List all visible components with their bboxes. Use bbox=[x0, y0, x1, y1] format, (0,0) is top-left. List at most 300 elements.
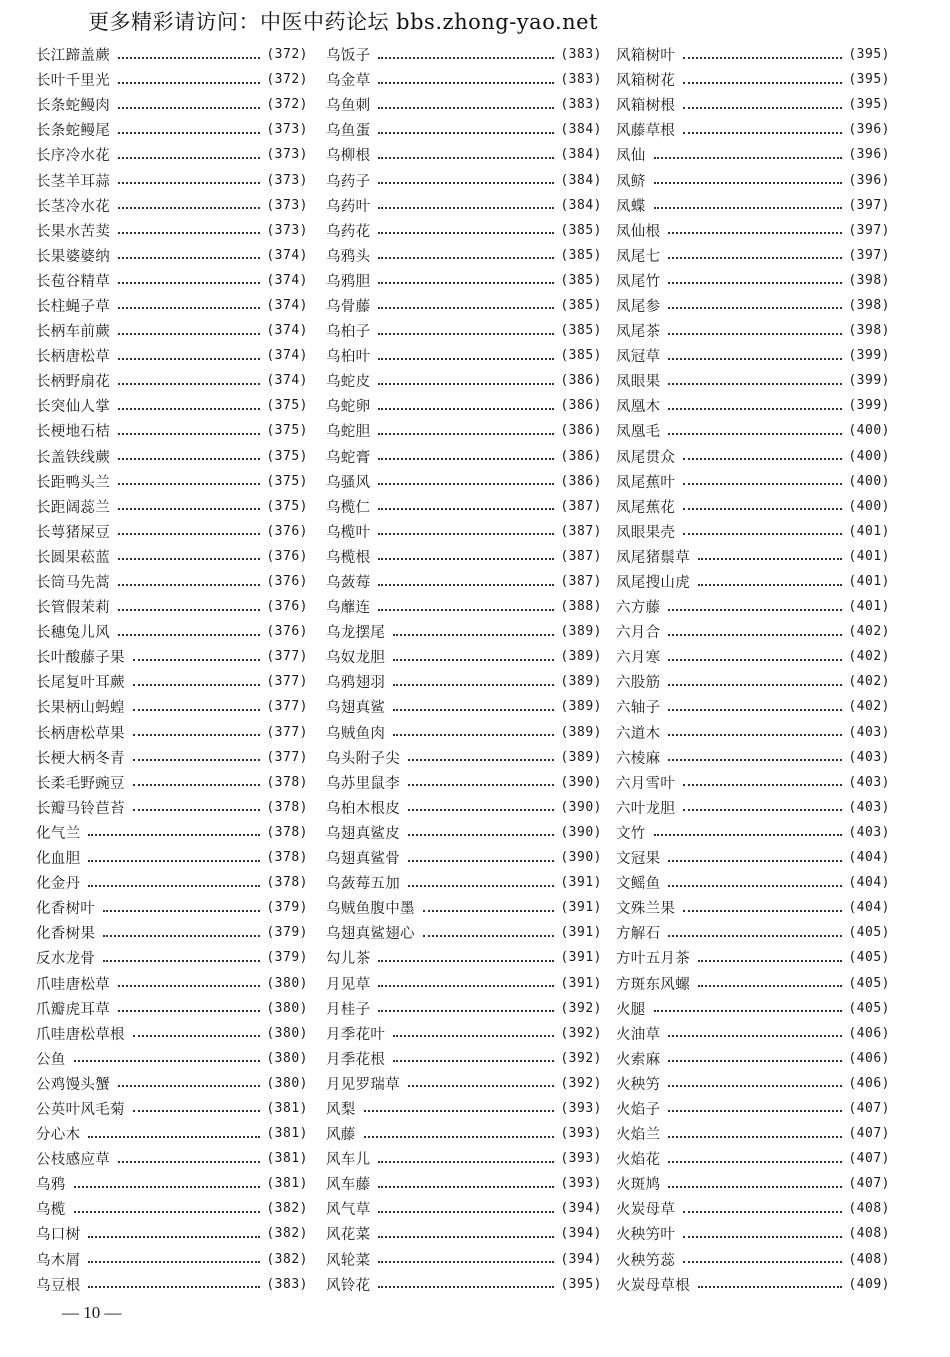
entry-page-number: (374) bbox=[266, 348, 308, 364]
entry-name: 乌蛇皮 bbox=[326, 374, 371, 391]
index-entry bbox=[616, 644, 890, 669]
dot-leader bbox=[118, 182, 260, 184]
entry-name: 长筒马先蒿 bbox=[36, 575, 110, 592]
index-entry bbox=[616, 444, 890, 469]
entry-page-number: (386) bbox=[560, 373, 602, 389]
dot-leader bbox=[88, 860, 260, 862]
dot-leader bbox=[364, 1136, 555, 1138]
index-entry bbox=[36, 594, 308, 619]
entry-page-number: (391) bbox=[560, 950, 602, 966]
entry-page-number: (396) bbox=[848, 172, 890, 188]
dot-leader bbox=[378, 107, 554, 109]
entry-name: 公鱼 bbox=[36, 1051, 66, 1068]
entry-page-number: (399) bbox=[848, 373, 890, 389]
entry-name: 凤尾搜山虎 bbox=[616, 575, 690, 592]
entry-page-number: (382) bbox=[266, 1251, 308, 1267]
entry-name: 化香树叶 bbox=[36, 901, 96, 918]
index-entry bbox=[616, 669, 890, 694]
entry-page-number: (407) bbox=[848, 1100, 890, 1116]
dot-leader bbox=[118, 433, 260, 435]
dot-leader bbox=[683, 784, 842, 786]
entry-page-number: (402) bbox=[848, 674, 890, 690]
entry-name: 凤尾参 bbox=[616, 298, 661, 315]
entry-name: 火焰子 bbox=[616, 1101, 661, 1118]
entry-page-number: (377) bbox=[266, 674, 308, 690]
index-entry bbox=[326, 117, 602, 142]
entry-name: 长茎羊耳蒜 bbox=[36, 173, 110, 190]
dot-leader bbox=[133, 709, 261, 711]
entry-name: 六叶龙胆 bbox=[616, 800, 676, 817]
entry-page-number: (407) bbox=[848, 1176, 890, 1192]
entry-name: 月季花根 bbox=[326, 1051, 386, 1068]
dot-leader bbox=[668, 935, 842, 937]
entry-name: 火焰花 bbox=[616, 1152, 661, 1169]
dot-leader bbox=[654, 157, 843, 159]
index-entry bbox=[616, 167, 890, 192]
index-entry bbox=[326, 1046, 602, 1071]
entry-page-number: (378) bbox=[266, 875, 308, 891]
index-entry bbox=[616, 368, 890, 393]
dot-leader bbox=[698, 1286, 842, 1288]
entry-name: 火秧竻蕊 bbox=[616, 1252, 676, 1269]
index-entry bbox=[36, 368, 308, 393]
entry-page-number: (405) bbox=[848, 950, 890, 966]
entry-page-number: (405) bbox=[848, 1000, 890, 1016]
entry-name: 月季花叶 bbox=[326, 1026, 386, 1043]
entry-page-number: (392) bbox=[560, 1025, 602, 1041]
entry-name: 文冠果 bbox=[616, 851, 661, 868]
dot-leader bbox=[668, 232, 842, 234]
dot-leader bbox=[118, 82, 260, 84]
index-entry bbox=[326, 820, 602, 845]
dot-leader bbox=[393, 734, 554, 736]
entry-name: 六月雪叶 bbox=[616, 775, 676, 792]
entry-name: 六方藤 bbox=[616, 600, 661, 617]
entry-name: 文竹 bbox=[616, 825, 646, 842]
entry-page-number: (374) bbox=[266, 297, 308, 313]
index-entry bbox=[326, 694, 602, 719]
entry-page-number: (393) bbox=[560, 1100, 602, 1116]
dot-leader bbox=[378, 232, 554, 234]
dot-leader bbox=[408, 885, 554, 887]
index-entry bbox=[36, 193, 308, 218]
index-entry bbox=[36, 1171, 308, 1196]
entry-name: 化香树果 bbox=[36, 926, 96, 943]
index-entry bbox=[616, 92, 890, 117]
dot-leader bbox=[378, 1010, 554, 1012]
entry-name: 火炭母草 bbox=[616, 1202, 676, 1219]
dot-leader bbox=[378, 82, 554, 84]
index-entry bbox=[36, 895, 308, 920]
entry-name: 方斑东风螺 bbox=[616, 976, 690, 993]
dot-leader bbox=[668, 609, 842, 611]
index-entry bbox=[36, 970, 308, 995]
dot-leader bbox=[654, 182, 843, 184]
dot-leader bbox=[118, 609, 260, 611]
dot-leader bbox=[118, 132, 260, 134]
dot-leader bbox=[133, 1035, 261, 1037]
index-entry bbox=[616, 142, 890, 167]
index-entry bbox=[36, 619, 308, 644]
entry-name: 乌翅真鲨皮 bbox=[326, 825, 400, 842]
entry-page-number: (374) bbox=[266, 373, 308, 389]
dot-leader bbox=[378, 282, 554, 284]
index-entry bbox=[326, 167, 602, 192]
index-entry bbox=[616, 67, 890, 92]
index-entry bbox=[616, 1247, 890, 1272]
dot-leader bbox=[393, 709, 554, 711]
entry-name: 长柄野扇花 bbox=[36, 374, 110, 391]
entry-name: 月见草 bbox=[326, 976, 371, 993]
entry-page-number: (406) bbox=[848, 1050, 890, 1066]
dot-leader bbox=[668, 634, 842, 636]
index-entry bbox=[616, 970, 890, 995]
dot-leader bbox=[118, 985, 260, 987]
index-entry bbox=[36, 795, 308, 820]
dot-leader bbox=[378, 1261, 554, 1263]
entry-page-number: (385) bbox=[560, 323, 602, 339]
entry-page-number: (382) bbox=[266, 1201, 308, 1217]
index-entry bbox=[616, 318, 890, 343]
entry-name: 乌药子 bbox=[326, 173, 371, 190]
entry-name: 乌龙摆尾 bbox=[326, 625, 386, 642]
entry-page-number: (380) bbox=[266, 1000, 308, 1016]
index-entry bbox=[36, 1021, 308, 1046]
entry-name: 火秧竻叶 bbox=[616, 1227, 676, 1244]
entry-name: 凤尾猪鬃草 bbox=[616, 549, 690, 566]
entry-name: 风箱树根 bbox=[616, 98, 676, 115]
entry-page-number: (402) bbox=[848, 624, 890, 640]
entry-page-number: (395) bbox=[848, 97, 890, 113]
index-entry bbox=[326, 193, 602, 218]
entry-name: 长叶酸藤子果 bbox=[36, 650, 125, 667]
entry-name: 六道木 bbox=[616, 725, 661, 742]
entry-name: 公鸡馒头蟹 bbox=[36, 1076, 110, 1093]
index-entry bbox=[36, 519, 308, 544]
index-entry bbox=[36, 996, 308, 1021]
index-entry bbox=[326, 1196, 602, 1221]
entry-page-number: (386) bbox=[560, 398, 602, 414]
entry-page-number: (393) bbox=[560, 1151, 602, 1167]
entry-page-number: (389) bbox=[560, 749, 602, 765]
index-entry bbox=[616, 42, 890, 67]
dot-leader bbox=[668, 659, 842, 661]
dot-leader bbox=[118, 634, 260, 636]
entry-page-number: (385) bbox=[560, 297, 602, 313]
dot-leader bbox=[668, 1110, 842, 1112]
entry-name: 凤凰毛 bbox=[616, 424, 661, 441]
entry-page-number: (397) bbox=[848, 197, 890, 213]
dot-leader bbox=[103, 960, 260, 962]
entry-page-number: (386) bbox=[560, 448, 602, 464]
entry-page-number: (376) bbox=[266, 548, 308, 564]
index-entry bbox=[616, 569, 890, 594]
dot-leader bbox=[74, 1060, 261, 1062]
entry-page-number: (389) bbox=[560, 724, 602, 740]
index-entry bbox=[36, 1071, 308, 1096]
dot-leader bbox=[683, 809, 842, 811]
dot-leader bbox=[74, 1186, 261, 1188]
entry-page-number: (394) bbox=[560, 1201, 602, 1217]
dot-leader bbox=[118, 257, 260, 259]
entry-name: 长茎冷水花 bbox=[36, 198, 110, 215]
dot-leader bbox=[378, 609, 554, 611]
entry-page-number: (389) bbox=[560, 699, 602, 715]
index-entry bbox=[326, 1146, 602, 1171]
entry-name: 六月合 bbox=[616, 625, 661, 642]
dot-leader bbox=[88, 834, 260, 836]
entry-page-number: (384) bbox=[560, 197, 602, 213]
entry-name: 长盖铁线蕨 bbox=[36, 449, 110, 466]
index-entry bbox=[36, 1046, 308, 1071]
index-entry bbox=[36, 669, 308, 694]
dot-leader bbox=[408, 809, 554, 811]
entry-page-number: (404) bbox=[848, 900, 890, 916]
index-entry bbox=[616, 594, 890, 619]
index-entry bbox=[36, 418, 308, 443]
dot-leader bbox=[393, 634, 554, 636]
index-entry bbox=[36, 444, 308, 469]
entry-name: 乌奴龙胆 bbox=[326, 650, 386, 667]
index-entry bbox=[36, 720, 308, 745]
entry-name: 乌鸦胆 bbox=[326, 273, 371, 290]
dot-leader bbox=[668, 1136, 842, 1138]
entry-page-number: (393) bbox=[560, 1176, 602, 1192]
entry-page-number: (406) bbox=[848, 1025, 890, 1041]
entry-page-number: (404) bbox=[848, 850, 890, 866]
entry-page-number: (387) bbox=[560, 548, 602, 564]
entry-name: 风车藤 bbox=[326, 1177, 371, 1194]
entry-name: 乌药花 bbox=[326, 223, 371, 240]
index-entry bbox=[616, 243, 890, 268]
entry-page-number: (390) bbox=[560, 799, 602, 815]
dot-leader bbox=[393, 684, 554, 686]
index-entry bbox=[36, 1096, 308, 1121]
dot-leader bbox=[118, 408, 260, 410]
index-entry bbox=[616, 469, 890, 494]
index-entry bbox=[616, 720, 890, 745]
dot-leader bbox=[88, 1236, 260, 1238]
entry-page-number: (403) bbox=[848, 774, 890, 790]
index-entry bbox=[36, 1221, 308, 1246]
entry-name: 乌翅真鲨骨 bbox=[326, 851, 400, 868]
dot-leader bbox=[408, 1085, 554, 1087]
entry-name: 六轴子 bbox=[616, 700, 661, 717]
dot-leader bbox=[74, 1211, 261, 1213]
entry-name: 乌鱼刺 bbox=[326, 98, 371, 115]
index-entry bbox=[616, 193, 890, 218]
entry-name: 乌榄叶 bbox=[326, 524, 371, 541]
dot-leader bbox=[668, 1060, 842, 1062]
entry-name: 化血胆 bbox=[36, 851, 81, 868]
entry-page-number: (400) bbox=[848, 423, 890, 439]
entry-name: 方叶五月茶 bbox=[616, 951, 690, 968]
entry-page-number: (401) bbox=[848, 548, 890, 564]
entry-page-number: (381) bbox=[266, 1126, 308, 1142]
entry-page-number: (398) bbox=[848, 323, 890, 339]
dot-leader bbox=[698, 985, 842, 987]
index-entry bbox=[616, 1071, 890, 1096]
index-entry bbox=[326, 970, 602, 995]
entry-name: 公枝感应草 bbox=[36, 1152, 110, 1169]
entry-name: 凤尾蕉叶 bbox=[616, 474, 676, 491]
entry-name: 长梗地石桔 bbox=[36, 424, 110, 441]
dot-leader bbox=[668, 1186, 842, 1188]
entry-page-number: (376) bbox=[266, 574, 308, 590]
entry-name: 乌口树 bbox=[36, 1227, 81, 1244]
dot-leader bbox=[378, 207, 554, 209]
entry-page-number: (402) bbox=[848, 649, 890, 665]
index-entry bbox=[326, 569, 602, 594]
entry-name: 月桂子 bbox=[326, 1001, 371, 1018]
index-entry bbox=[616, 770, 890, 795]
entry-name: 乌蛇膏 bbox=[326, 449, 371, 466]
entry-page-number: (383) bbox=[266, 1276, 308, 1292]
dot-leader bbox=[378, 533, 554, 535]
entry-name: 乌桕子 bbox=[326, 324, 371, 341]
entry-page-number: (402) bbox=[848, 699, 890, 715]
entry-page-number: (391) bbox=[560, 925, 602, 941]
entry-name: 长距鸭头兰 bbox=[36, 474, 110, 491]
index-entry bbox=[326, 996, 602, 1021]
entry-page-number: (404) bbox=[848, 875, 890, 891]
entry-page-number: (378) bbox=[266, 799, 308, 815]
index-entry bbox=[616, 820, 890, 845]
dot-leader bbox=[378, 508, 554, 510]
index-entry bbox=[326, 1171, 602, 1196]
dot-leader bbox=[668, 433, 842, 435]
dot-leader bbox=[133, 684, 261, 686]
dot-leader bbox=[88, 1136, 260, 1138]
entry-name: 乌贼鱼肉 bbox=[326, 725, 386, 742]
dot-leader bbox=[668, 684, 842, 686]
entry-page-number: (373) bbox=[266, 122, 308, 138]
index-entry bbox=[326, 845, 602, 870]
index-entry bbox=[616, 895, 890, 920]
dot-leader bbox=[118, 57, 260, 59]
index-entry bbox=[616, 218, 890, 243]
entry-name: 长柔毛野豌豆 bbox=[36, 775, 125, 792]
dot-leader bbox=[378, 584, 554, 586]
index-entry bbox=[326, 268, 602, 293]
dot-leader bbox=[683, 57, 842, 59]
index-entry bbox=[326, 870, 602, 895]
dot-leader bbox=[118, 458, 260, 460]
dot-leader bbox=[683, 1261, 842, 1263]
entry-page-number: (394) bbox=[560, 1226, 602, 1242]
entry-page-number: (378) bbox=[266, 824, 308, 840]
dot-leader bbox=[133, 809, 261, 811]
index-entry bbox=[36, 117, 308, 142]
entry-page-number: (406) bbox=[848, 1075, 890, 1091]
entry-page-number: (380) bbox=[266, 1050, 308, 1066]
dot-leader bbox=[698, 584, 842, 586]
entry-page-number: (385) bbox=[560, 272, 602, 288]
entry-name: 乌桕木根皮 bbox=[326, 800, 400, 817]
index-entry bbox=[616, 1272, 890, 1297]
entry-page-number: (375) bbox=[266, 473, 308, 489]
dot-leader bbox=[378, 57, 554, 59]
dot-leader bbox=[378, 558, 554, 560]
dot-leader bbox=[423, 935, 555, 937]
entry-page-number: (386) bbox=[560, 423, 602, 439]
dot-leader bbox=[118, 1010, 260, 1012]
index-entry bbox=[616, 418, 890, 443]
entry-name: 文殊兰果 bbox=[616, 901, 676, 918]
dot-leader bbox=[378, 383, 554, 385]
index-entry bbox=[326, 218, 602, 243]
index-entry bbox=[326, 318, 602, 343]
entry-name: 长瓣马铃苣苔 bbox=[36, 800, 125, 817]
entry-name: 凤尾贯众 bbox=[616, 449, 676, 466]
entry-name: 凤眼果壳 bbox=[616, 524, 676, 541]
entry-name: 长柄唐松草 bbox=[36, 349, 110, 366]
entry-name: 乌蔹莓 bbox=[326, 575, 371, 592]
dot-leader bbox=[378, 307, 554, 309]
dot-leader bbox=[378, 985, 554, 987]
entry-page-number: (401) bbox=[848, 523, 890, 539]
dot-leader bbox=[668, 257, 842, 259]
index-entry bbox=[326, 469, 602, 494]
entry-name: 长距阔蕊兰 bbox=[36, 499, 110, 516]
entry-page-number: (403) bbox=[848, 749, 890, 765]
dot-leader bbox=[118, 508, 260, 510]
entry-page-number: (408) bbox=[848, 1251, 890, 1267]
dot-leader bbox=[683, 82, 842, 84]
entry-name: 风花菜 bbox=[326, 1227, 371, 1244]
index-entry bbox=[36, 770, 308, 795]
entry-page-number: (387) bbox=[560, 523, 602, 539]
entry-page-number: (378) bbox=[266, 774, 308, 790]
entry-page-number: (380) bbox=[266, 1025, 308, 1041]
entry-name: 公英叶风毛菊 bbox=[36, 1101, 125, 1118]
index-entry bbox=[616, 1196, 890, 1221]
entry-name: 乌榄 bbox=[36, 1202, 66, 1219]
index-entry bbox=[616, 519, 890, 544]
dot-leader bbox=[378, 358, 554, 360]
entry-page-number: (397) bbox=[848, 222, 890, 238]
entry-page-number: (400) bbox=[848, 448, 890, 464]
dot-leader bbox=[133, 1110, 261, 1112]
entry-page-number: (372) bbox=[266, 97, 308, 113]
index-entry bbox=[36, 845, 308, 870]
dot-leader bbox=[668, 282, 842, 284]
dot-leader bbox=[654, 1010, 843, 1012]
entry-page-number: (378) bbox=[266, 850, 308, 866]
index-column-2 bbox=[326, 42, 602, 1297]
entry-page-number: (384) bbox=[560, 147, 602, 163]
entry-page-number: (395) bbox=[560, 1276, 602, 1292]
entry-page-number: (392) bbox=[560, 1050, 602, 1066]
entry-name: 风箱树花 bbox=[616, 73, 676, 90]
entry-page-number: (407) bbox=[848, 1151, 890, 1167]
entry-name: 火索麻 bbox=[616, 1051, 661, 1068]
index-entry bbox=[326, 720, 602, 745]
dot-leader bbox=[378, 1236, 554, 1238]
dot-leader bbox=[378, 483, 554, 485]
index-entry bbox=[36, 820, 308, 845]
dot-leader bbox=[103, 910, 260, 912]
entry-page-number: (385) bbox=[560, 222, 602, 238]
entry-name: 风箱树叶 bbox=[616, 48, 676, 65]
entry-page-number: (377) bbox=[266, 749, 308, 765]
entry-page-number: (379) bbox=[266, 950, 308, 966]
index-entry bbox=[616, 1021, 890, 1046]
index-column-1 bbox=[36, 42, 308, 1297]
dot-leader bbox=[683, 132, 842, 134]
entry-name: 分心木 bbox=[36, 1127, 81, 1144]
entry-page-number: (405) bbox=[848, 925, 890, 941]
